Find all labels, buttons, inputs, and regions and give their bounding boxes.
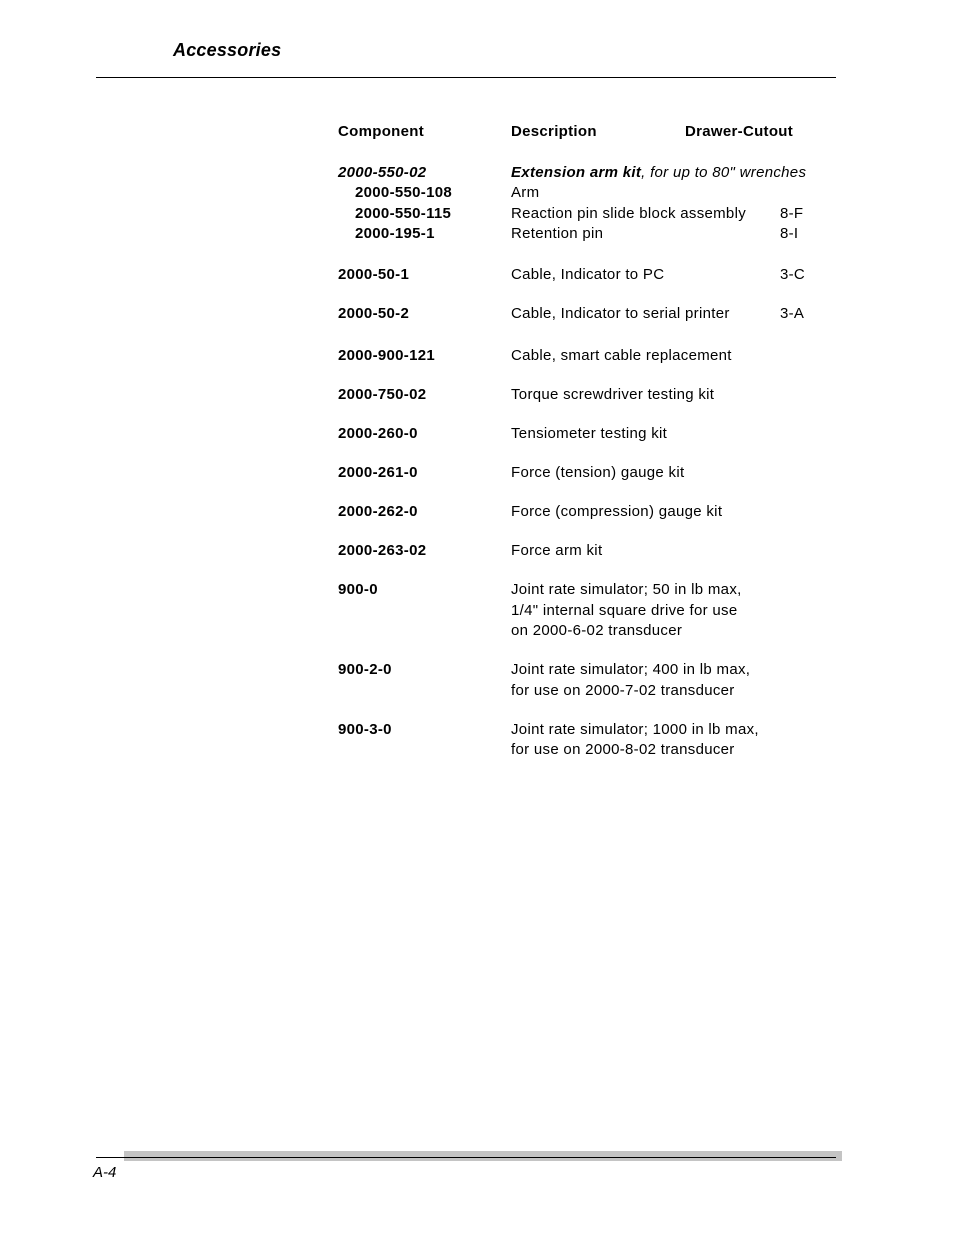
description-continuation (338, 621, 838, 642)
kit-item-description: Reaction pin slide block assembly (511, 204, 747, 222)
description: on 2000-6-02 transducer (511, 622, 683, 639)
kit-item-part: 2000-195-1 (355, 225, 435, 242)
description: Torque screwdriver testing kit (511, 386, 715, 403)
description: Joint rate simulator; 400 in lb max, (511, 661, 751, 678)
table-header-row (338, 122, 838, 143)
description: Force (compression) gauge kit (511, 503, 723, 520)
table-row (338, 541, 838, 562)
description: for use on 2000-7-02 transducer (511, 681, 735, 699)
description: Tensiometer testing kit (511, 425, 668, 442)
accessories-table (338, 122, 838, 761)
column-header-component: Component (338, 123, 425, 140)
table-row (338, 580, 838, 601)
column-header-drawer: Drawer-Cutout (685, 123, 794, 140)
description: 1/4" internal square drive for use (511, 601, 738, 619)
part-number: 900-3-0 (338, 720, 392, 738)
drawer-cutout: 3-C (780, 265, 806, 283)
kit-item-part: 2000-550-115 (355, 204, 452, 222)
kit-description (511, 163, 806, 184)
footer-gray-bar (124, 1151, 842, 1161)
table-row (338, 660, 838, 681)
description: Force arm kit (511, 542, 603, 559)
description: Joint rate simulator; 50 in lb max, (511, 581, 742, 598)
table-row (338, 463, 838, 484)
part-number: 2000-260-0 (338, 425, 418, 442)
table-row (338, 346, 838, 367)
kit-item-row (338, 224, 838, 245)
description: Force (tension) gauge kit (511, 464, 685, 481)
kit-name: Extension arm kit (511, 163, 642, 181)
header-gray-bar (124, 73, 842, 83)
description: Cable, smart cable replacement (511, 347, 732, 364)
kit-row (338, 163, 838, 184)
table-row (338, 502, 838, 523)
drawer-cutout: 3-A (780, 304, 805, 322)
kit-suffix: , for up to 80" wrenches (641, 163, 807, 181)
kit-item-row (338, 204, 838, 225)
kit-item-description: Arm (511, 184, 540, 201)
kit-item-drawer: 8-F (780, 204, 804, 222)
part-number: 2000-50-1 (338, 265, 410, 283)
header-thin-rule (96, 77, 836, 78)
table-row (338, 720, 838, 741)
table-row (338, 385, 838, 406)
kit-item-drawer: 8-I (780, 225, 799, 242)
description: Cable, Indicator to PC (511, 265, 665, 283)
description: Cable, Indicator to serial printer (511, 304, 730, 322)
page-number: A-4 (93, 1164, 117, 1181)
table-row (338, 265, 838, 286)
description-continuation (338, 681, 838, 702)
part-number: 2000-900-121 (338, 347, 436, 364)
description: Joint rate simulator; 1000 in lb max, (511, 720, 759, 738)
part-number: 2000-263-02 (338, 542, 427, 559)
part-number: 900-2-0 (338, 661, 392, 678)
description-continuation (338, 740, 838, 761)
kit-part-number: 2000-550-02 (338, 163, 427, 181)
part-number: 2000-261-0 (338, 464, 418, 481)
description: for use on 2000-8-02 transducer (511, 741, 735, 758)
column-header-description: Description (511, 123, 597, 140)
table-row (338, 424, 838, 445)
kit-item-part: 2000-550-108 (355, 184, 453, 201)
part-number: 2000-50-2 (338, 304, 410, 322)
table-row (338, 304, 838, 325)
kit-item-description: Retention pin (511, 225, 604, 242)
footer-thin-rule (96, 1157, 836, 1158)
section-title: Accessories (173, 40, 282, 60)
part-number: 2000-750-02 (338, 386, 427, 403)
part-number: 2000-262-0 (338, 503, 418, 520)
description-continuation (338, 601, 838, 622)
kit-item-row (338, 183, 838, 204)
part-number: 900-0 (338, 581, 378, 598)
